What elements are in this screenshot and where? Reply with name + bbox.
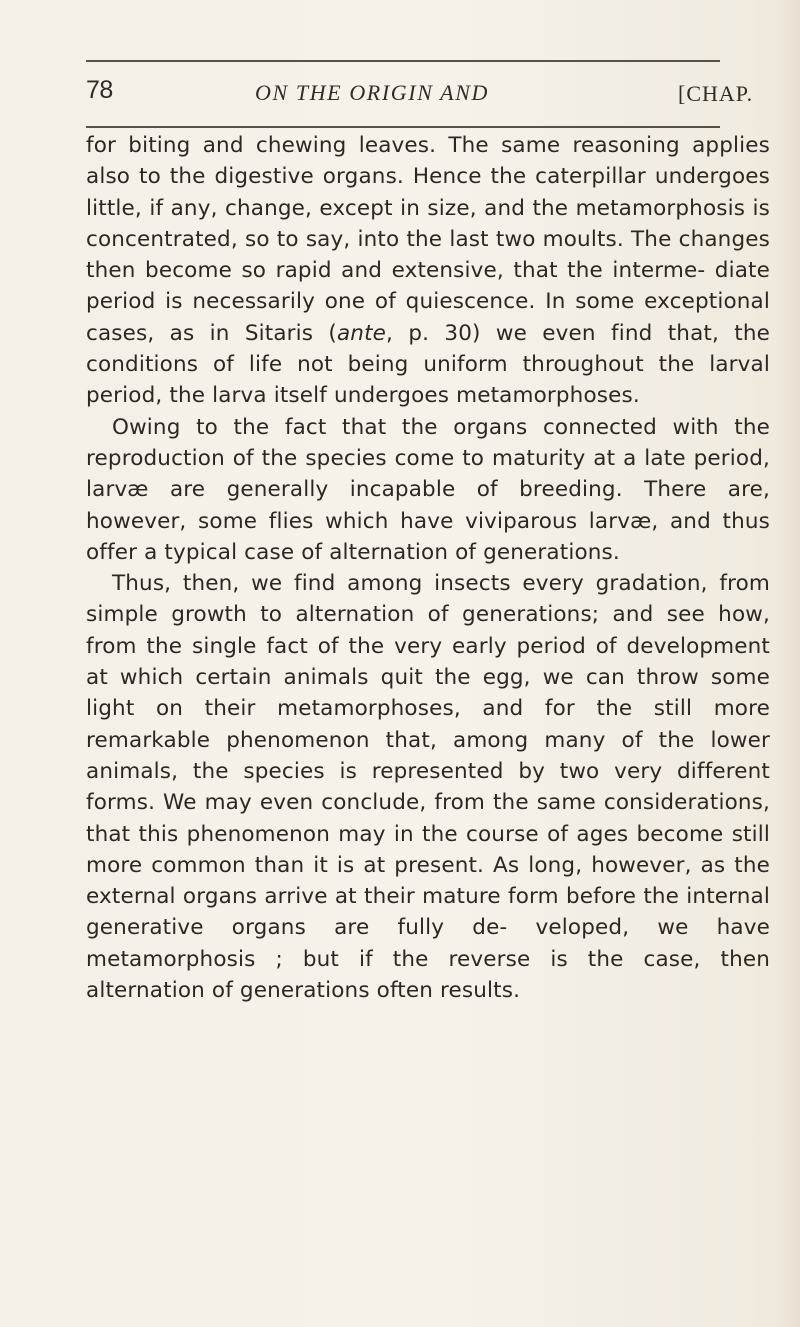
header-rule-bottom <box>86 126 720 128</box>
body-text <box>86 130 770 1006</box>
running-head-title: ON THE ORIGIN AND <box>255 80 489 105</box>
page-number: 78 <box>86 76 113 104</box>
running-head <box>86 76 770 112</box>
paragraph-1-text-a: for biting and chewing leaves. The same reasoning applies also to the digestive organs. Hence the caterpillar undergoes little, if any, change, except in size, and the metamorphosis is concentrated, so to say, into the last two moults. The changes then become so rapid and extensive, that the interme- diate period is necessarily one of quiescence. In some exceptional cases, as in Sitaris ( <box>86 133 770 346</box>
page-edge-shadow <box>776 0 800 1327</box>
paragraph-1-text-b: , p. 30) we even find that, the conditions of life not being uniform throughout the larval period, the larva itself undergoes metamorphoses. <box>86 320 771 409</box>
chapter-mark: [CHAP. <box>678 81 754 106</box>
paragraph-1 <box>86 130 770 412</box>
paragraph-2: Owing to the fact that the organs connected with the reproduction of the species come to maturity at a late period, larvæ are generally incapable of breeding. There are, however, some flies which have viviparous larvæ, and thus offer a typical case of alternation of generations. <box>86 414 770 565</box>
header-rule-top <box>86 60 720 62</box>
paragraph-1-italic-ante: ante <box>336 320 387 346</box>
paragraph-3: Thus, then, we find among insects every gradation, from simple growth to alternation of generations; and see how, from the single fact of the very early period of development at which certain animals quit the egg, we can throw some light on their metamorphoses, and for the still more remarkable phenomenon that, among many of the lower animals, the species is represented by two very different forms. We may even conclude, from the same considerations, that this phenomenon may in the course of ages become still more common than it is at present. As long, however, as the external organs arrive at their mature form before the internal generative organs are fully de- veloped, we have metamorphosis ; but if the reverse is the case, then alternation of generations often results. <box>86 571 770 1004</box>
